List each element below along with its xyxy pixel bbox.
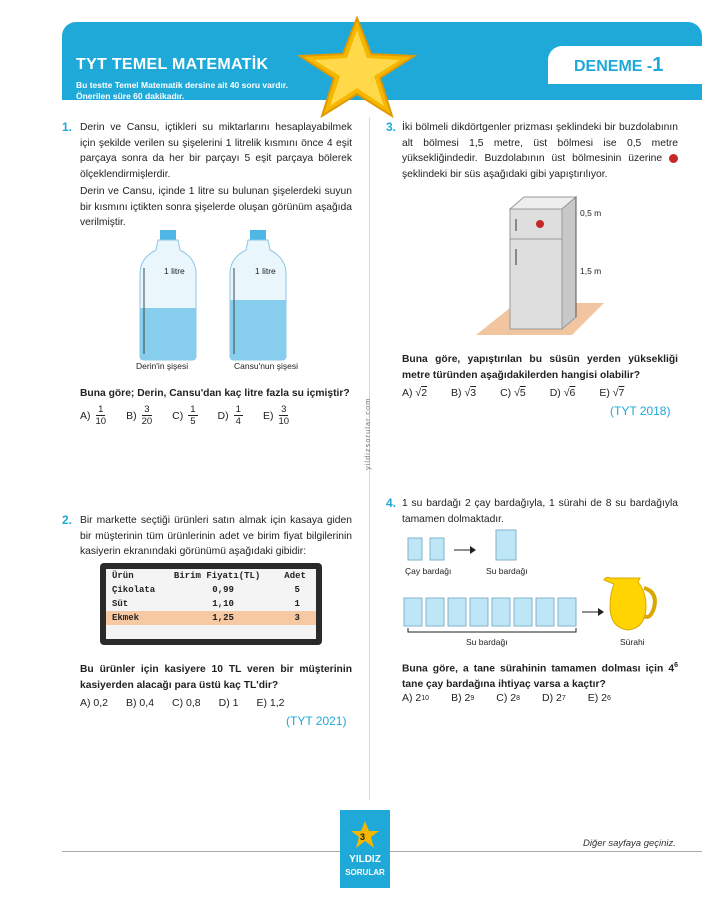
- q1-option-c[interactable]: [172, 404, 197, 427]
- q4-option-e[interactable]: [588, 692, 611, 704]
- q1-option-c-fraction: [188, 404, 197, 427]
- q2-option-a[interactable]: A) 0,2: [80, 697, 109, 709]
- cell-quantity: 5: [294, 585, 300, 595]
- q3-option-d-value: 6: [569, 387, 576, 399]
- q4-caption-su2: Su bardağı: [466, 637, 508, 647]
- q3-number: 3.: [386, 120, 397, 134]
- q3-label-bottom: 1,5 m: [580, 266, 602, 276]
- q2-option-b[interactable]: B) 0,4: [126, 697, 155, 709]
- q4-option-a-base: A) 2: [402, 692, 422, 704]
- q3-option-d[interactable]: D) √ 6: [549, 387, 576, 399]
- q4-option-b-exp: 9: [470, 694, 475, 702]
- q4-option-b[interactable]: [451, 692, 474, 704]
- q1-caption-cansu: Cansu'nun şişesi: [234, 361, 298, 371]
- q4-option-a[interactable]: [402, 692, 429, 704]
- next-page-note: Diğer sayfaya geçiniz.: [583, 838, 676, 849]
- q2-option-d[interactable]: D) 1: [218, 697, 239, 709]
- q2-option-c[interactable]: C) 0,8: [172, 697, 201, 709]
- q1-option-a-letter: A): [80, 409, 91, 422]
- q3-option-e-letter: E): [599, 387, 610, 399]
- q2-number: 2.: [62, 513, 73, 527]
- q4-paragraph: 1 su bardağı 2 çay bardağıyla, 1 sürahi de 8 su bardağıyla tamamen dolmaktadır.: [402, 498, 678, 525]
- q4-option-e-base: E) 2: [587, 692, 607, 704]
- q4-option-d-base: D) 2: [541, 692, 562, 704]
- q3-option-a[interactable]: A) √ 2: [402, 387, 428, 399]
- q4-option-d-exp: 7: [561, 694, 566, 702]
- table-row: [106, 583, 316, 597]
- q3-option-a-letter: A): [402, 387, 413, 399]
- q1-options: [80, 404, 309, 427]
- q1-option-e-fraction: [278, 404, 289, 427]
- bracket-icon: [406, 626, 578, 636]
- q1-question: Buna göre; Derin, Cansu'dan kaç litre fazla su içmiştir?: [80, 388, 350, 399]
- q3-option-c-letter: C): [500, 387, 512, 399]
- header-sub-line2: Önerilen süre 60 dakikadır.: [76, 91, 185, 101]
- q1-option-c-den: 5: [190, 416, 196, 427]
- q3-question: Buna göre, yapıştırılan bu süsün yerden yüksekliği metre türünden aşağıdakilerden hangisi olabilir?: [402, 354, 678, 381]
- q1-option-e-den: 10: [278, 416, 290, 427]
- q1-option-b[interactable]: [126, 404, 152, 427]
- q3-option-b-value: 3: [470, 387, 477, 399]
- q2-options: [80, 697, 284, 709]
- cashier-table: [106, 569, 316, 625]
- q3-paragraph: [402, 120, 678, 182]
- q4-option-c-base: C) 2: [496, 692, 517, 704]
- q4-option-e-exp: 6: [607, 694, 611, 702]
- q1-option-d-letter: D): [217, 409, 229, 422]
- page-number: 3: [360, 832, 366, 842]
- q4-number: 4.: [386, 496, 397, 510]
- q4-caption-su: Su bardağı: [486, 566, 528, 576]
- q1-option-d[interactable]: [218, 404, 243, 427]
- cansu-bottle: [230, 230, 286, 360]
- derin-bottle: [140, 230, 196, 360]
- q1-option-e[interactable]: [263, 404, 289, 427]
- q1-option-c-letter: C): [172, 409, 184, 422]
- q1-option-e-num: 3: [281, 404, 287, 415]
- cell-price: 1,25: [168, 611, 278, 625]
- q1-number: 1.: [62, 120, 73, 134]
- q1-option-c-num: 1: [190, 404, 196, 415]
- brand-name-2: SORULAR: [345, 868, 385, 877]
- q3-source: (TYT 2018): [610, 404, 671, 418]
- q4-option-a-exp: 10: [421, 694, 430, 702]
- q3-label-top: 0,5 m: [580, 208, 602, 218]
- q3-option-b[interactable]: B) √ 3: [451, 387, 477, 399]
- cashier-screen: [100, 563, 322, 645]
- fridge-figure: [476, 193, 656, 341]
- cell-quantity: 3: [278, 611, 316, 625]
- q1-option-b-letter: B): [126, 409, 137, 422]
- water-bottles-figure: [130, 228, 330, 362]
- cell-price: 0,99: [212, 585, 234, 595]
- q1-option-a-den: 10: [95, 416, 107, 427]
- cell-product: Ekmek: [106, 611, 168, 625]
- deneme-label-text: DENEME -: [574, 58, 653, 75]
- glasses-top-figure: [404, 526, 524, 568]
- brand-name-1: YILDIZ: [349, 854, 381, 865]
- pitcher-icon: [600, 570, 658, 634]
- gold-star-icon: [296, 16, 418, 120]
- q4-option-c-exp: 8: [516, 694, 520, 702]
- footer-line-left: [62, 851, 352, 852]
- ladybug-icon: [669, 154, 678, 163]
- cell-product: Süt: [112, 599, 129, 609]
- q3-paragraph-a: İki bölmeli dikdörtgenler prizması şeklindeki bir buzdolabının alt bölmesi 1,5 metre, üst bölmesi ise 0,5 metre yüksekliğindedir. Buzdolabının üst bölmesinin üzerine: [402, 122, 678, 164]
- q4-caption-cay: Çay bardağı: [405, 566, 452, 576]
- table-row-highlighted: [106, 611, 316, 625]
- deneme-label: [574, 54, 663, 77]
- q4-question-a: Buna göre, a tane sürahinin tamamen dolması için 4: [402, 663, 675, 675]
- side-url: yildizsorular.com: [363, 397, 372, 470]
- q1-paragraph-1: Derin ve Cansu, içtikleri su miktarlarını hesaplayabilmek için şekilde verilen su şişelerini 1 litrelik kısmını önce 4 eşit parçaya sonra da her bir parçayı 5 eşit parçaya bölerek ölçeklendirmişlerdir.: [80, 122, 352, 180]
- q4-option-b-base: B) 2: [451, 692, 471, 704]
- q3-option-b-letter: B): [451, 387, 462, 399]
- q3-option-e[interactable]: E) √ 7: [599, 387, 625, 399]
- q1-option-d-num: 1: [235, 404, 241, 415]
- q2-source: (TYT 2021): [286, 714, 347, 728]
- q2-question: Bu ürünler için kasiyere 10 TL veren bir müşterinin kasiyerden alacağı para üstü kaç TL'dir?: [80, 664, 352, 691]
- header-subtitle: [76, 80, 288, 102]
- footer-badge: [340, 810, 390, 888]
- q1-option-a-fraction: [96, 404, 107, 427]
- q1-option-e-letter: E): [262, 409, 274, 422]
- col-header-quantity: Adet: [284, 571, 306, 581]
- q1-option-d-den: 4: [235, 416, 241, 427]
- q1-option-b-fraction: [142, 404, 153, 427]
- q4-question: [402, 658, 678, 692]
- col-header-unit-price: Birim Fiyatı(TL): [173, 571, 261, 581]
- q4-option-c[interactable]: [496, 692, 520, 704]
- q3-option-c[interactable]: C) √ 5: [500, 387, 526, 399]
- q1-option-a[interactable]: [80, 404, 106, 427]
- cell-price: 1,10: [212, 599, 234, 609]
- table-row: [106, 597, 316, 611]
- q1-liter-label-right: 1 litre: [255, 266, 276, 276]
- cashier-table-header: [106, 569, 316, 583]
- q3-options: [402, 387, 624, 399]
- cell-product: Çikolata: [112, 585, 156, 595]
- q2-paragraph: Bir markette seçtiği ürünleri satın almak için kasaya giden bir müşterinin tüm ürünlerinin adet ve birim fiyat bilgilerinin kasiyerin ekranındaki görünümü aşağıdaki gibidir:: [80, 515, 352, 557]
- q3-option-d-letter: D): [549, 387, 561, 399]
- q4-question-exp: 6: [674, 662, 678, 669]
- q1-option-b-den: 20: [141, 416, 153, 427]
- q1-liter-label-left: 1 litre: [164, 266, 185, 276]
- q4-question-b: tane çay bardağına ihtiyaç varsa a kaçtır?: [402, 678, 606, 690]
- q1-caption-derin: Derin'in şişesi: [136, 361, 189, 371]
- q3-option-a-value: 2: [421, 387, 428, 399]
- q1-option-d-fraction: [234, 404, 243, 427]
- q1-option-b-num: 3: [144, 404, 150, 415]
- deneme-number: 1: [652, 54, 664, 76]
- page-title: TYT TEMEL MATEMATİK: [76, 56, 269, 73]
- cell-quantity: 1: [294, 599, 300, 609]
- q3-option-c-value: 5: [519, 387, 526, 399]
- q2-option-e[interactable]: E) 1,2: [256, 697, 285, 709]
- cashier-screen-inner: [106, 569, 316, 639]
- q4-options: [402, 692, 611, 704]
- q1-paragraph-2: Derin ve Cansu, içinde 1 litre su bulunan şişelerdeki suyun bir kısmını içtikten sonra şişelerde oluşan görünüm aşağıda verilmiştir.: [80, 186, 352, 228]
- header-sub-line1: Bu testte Temel Matematik dersine ait 40 soru vardır.: [76, 80, 288, 90]
- q4-caption-surahi: Sürahi: [620, 637, 645, 647]
- col-header-product: Ürün: [112, 571, 134, 581]
- footer-line-right: [388, 851, 702, 852]
- q4-option-d[interactable]: [542, 692, 566, 704]
- q1-option-a-num: 1: [98, 404, 104, 415]
- q3-option-e-value: 7: [618, 387, 625, 399]
- q3-paragraph-b: şeklindeki bir süs aşağıdaki gibi yapıştırılıyor.: [402, 168, 608, 180]
